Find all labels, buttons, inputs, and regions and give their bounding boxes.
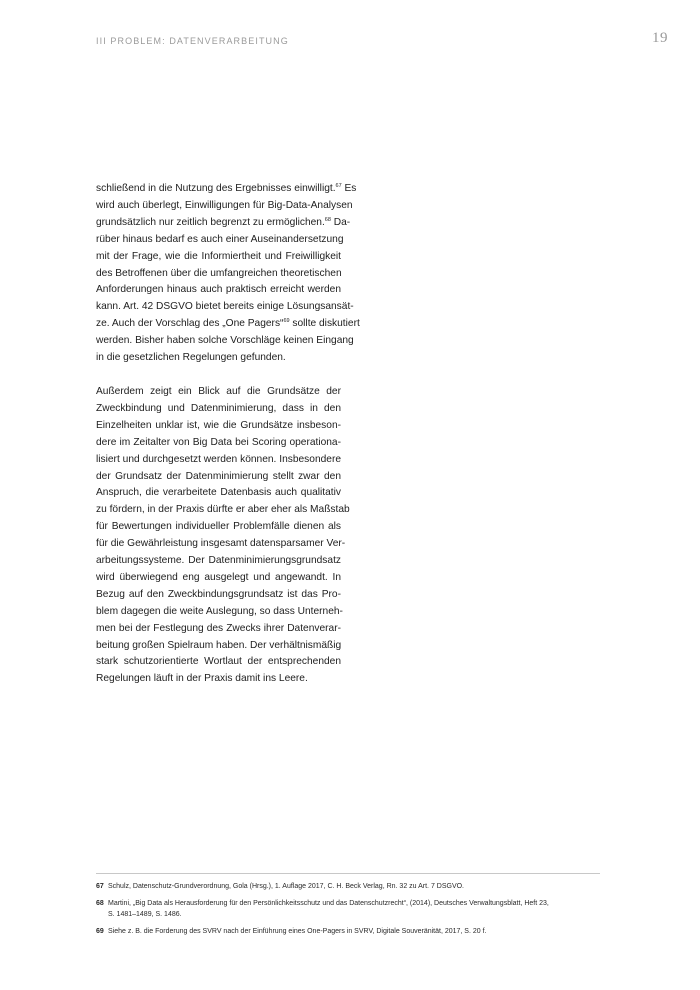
text-line: beitung großen Spielraum haben. Der verhältnismäßig (96, 639, 342, 651)
footnote-69 (96, 926, 600, 937)
text-line: lisiert und durchgesetzt werden können. Insbesondere (96, 453, 341, 465)
text-line: werden. Bisher haben solche Vorschläge keinen Eingang (96, 335, 354, 347)
text-line: zu fördern, in der Praxis dürfte er aber eher als Maßstab (96, 504, 350, 516)
text-line: in die gesetzlichen Regelungen gefunden. (96, 352, 286, 364)
text-line: kann. Art. 42 DSGVO bietet bereits einige Lösungsansät- (96, 301, 354, 313)
text-line: arbeitungssysteme. Der Datenminimierungsgrundsatz (96, 555, 341, 567)
text-line: men bei der Festlegung des Zwecks ihrer Datenverar- (96, 622, 341, 634)
text-line: für Bewertungen individueller Problemfälle dienen als (96, 521, 341, 533)
footnote-text: S. 1481–1489, S. 1486. (108, 910, 182, 918)
text-line: grundsätzlich nur zeitlich begrenzt zu ermöglichen.$^{68}$ Da- (96, 216, 351, 228)
footnote-text: Schulz, Datenschutz-Grundverordnung, Gola (Hrsg.), 1. Auflage 2017, C. H. Beck Verlag, Rn. 32 zu Art. 7 DSGVO. (108, 883, 465, 890)
footnote-ref-69[interactable]: 69 (283, 318, 290, 325)
page-number: 19 (652, 30, 668, 46)
text-line: rüber hinaus bedarf es auch einer Auseinandersetzung (96, 233, 344, 245)
text-line: stark schutzorientierte Wortlaut der entsprechenden (96, 656, 341, 668)
footnote-68 (96, 898, 600, 920)
main-text (96, 181, 360, 705)
text-line: blem dagegen die weite Auslegung, so dass Unterneh- (96, 605, 343, 617)
footnote-number: 69 (96, 927, 104, 935)
text-line: dere im Zeitalter von Big Data bei Scoring operationa- (96, 436, 341, 448)
footnote-number: 67 (96, 883, 104, 890)
text-line: mit der Frage, wie die Informiertheit und Freiwilligkeit (96, 250, 341, 262)
text-line: Zweckbindung und Datenminimierung, dass in den (96, 402, 341, 414)
text-line: schließend in die Nutzung des Ergebnisses einwilligt.$^{67}$ Es (96, 183, 357, 194)
footnote-text: Martini, „Big Data als Herausforderung für den Persönlichkeitsschutz und das Datenschutzrecht“, (2014), Deutsches Verwaltungsblatt, Heft 23, (108, 899, 549, 907)
footnote-ref-67[interactable]: 67 (335, 183, 342, 189)
running-head: III PROBLEM: DATENVERARBEITUNG (96, 36, 289, 46)
text-line: ze. Auch der Vorschlag des „One Pagers“$^{69}$ sollte diskutiert (96, 318, 360, 330)
text-line: Anspruch, die verarbeitete Datenbasis auch qualitativ (96, 487, 341, 499)
text-line: des Betroffenen über die umfangreichen theoretischen (96, 267, 342, 279)
text-line: für die Gewährleistung insgesamt datensparsamer Ver- (96, 538, 346, 550)
text-line: Regelungen läuft in der Praxis damit ins Leere. (96, 673, 308, 685)
footnote-67 (96, 881, 600, 892)
text-line: der Grundsatz der Datenminimierung stellt zwar den (96, 470, 341, 482)
footnote-divider (96, 873, 600, 874)
footnotes (96, 881, 600, 942)
text-line: Außerdem zeigt ein Blick auf die Grundsätze der (96, 385, 341, 397)
text-line: Anforderungen hinaus auch praktisch erreicht werden (96, 284, 341, 296)
paragraph-1 (96, 181, 360, 367)
text-line: Einzelheiten unklar ist, wie die Grundsätze insbeson- (96, 419, 341, 431)
paragraph-2 (96, 384, 350, 688)
text-line: Bezug auf den Zweckbindungsgrundsatz ist das Pro- (96, 588, 341, 600)
footnote-number: 68 (96, 899, 104, 907)
footnote-text: Siehe z. B. die Forderung des SVRV nach der Einführung eines One-Pagers in SVRV, Digitale Souveränität, 2017, S. 20 f. (108, 927, 487, 935)
text-line: wird überwiegend eng ausgelegt und angewandt. In (96, 571, 341, 583)
text-line: wird auch überlegt, Einwilligungen für Big-Data-Analysen (96, 199, 353, 211)
footnote-ref-68[interactable]: 68 (324, 216, 331, 223)
